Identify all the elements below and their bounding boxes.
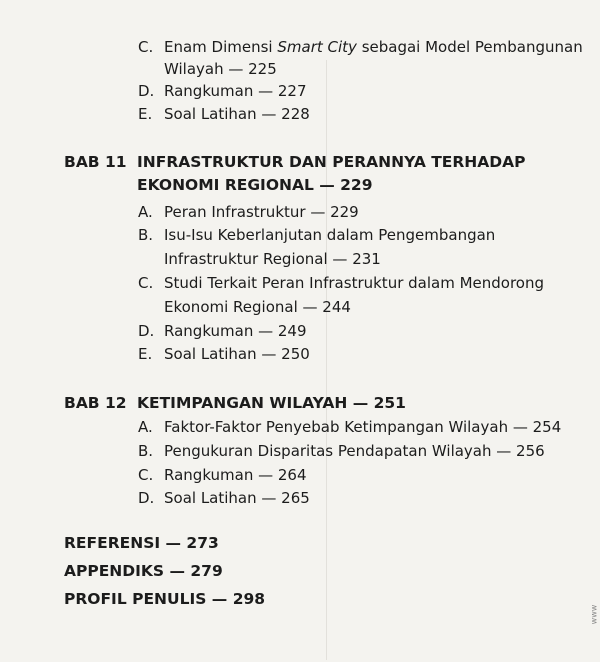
chapter-title: INFRASTRUKTUR DAN PERANNYA TERHADAP <box>137 153 526 171</box>
chapter-title: KETIMPANGAN WILAYAH — 251 <box>137 394 406 412</box>
toc-entry-rangkuman: Rangkuman — 227 <box>164 82 307 100</box>
toc-entry: Rangkuman — 264 <box>164 466 307 484</box>
referensi-entry: REFERENSI — 273 <box>64 534 219 552</box>
toc-letter: E. <box>138 105 153 123</box>
toc-entry: Rangkuman — 249 <box>164 322 307 340</box>
toc-letter: D. <box>138 82 155 100</box>
chapter-number: BAB 12 <box>64 394 127 412</box>
toc-entry-soal-latihan: Soal Latihan — 228 <box>164 105 310 123</box>
toc-text-italic: Smart City <box>277 38 357 56</box>
toc-entry: Faktor-Faktor Penyebab Ketimpangan Wilayah — 254 <box>164 418 562 436</box>
chapter-number: BAB 11 <box>64 153 127 171</box>
toc-entry-continuation: Ekonomi Regional — 244 <box>164 298 351 316</box>
toc-letter: E. <box>138 345 153 363</box>
profil-penulis-entry: PROFIL PENULIS — 298 <box>64 590 266 608</box>
toc-entry: Soal Latihan — 250 <box>164 345 310 363</box>
toc-entry-continuation: Infrastruktur Regional — 231 <box>164 250 381 268</box>
toc-entry: Isu-Isu Keberlanjutan dalam Pengembangan <box>164 226 496 244</box>
toc-entry-smart-city <box>164 37 583 57</box>
toc-letter: C. <box>138 274 154 292</box>
toc-letter: A. <box>138 203 153 221</box>
toc-entry: Peran Infrastruktur — 229 <box>164 203 359 221</box>
toc-entry: Studi Terkait Peran Infrastruktur dalam Mendorong <box>164 274 545 292</box>
toc-letter: B. <box>138 226 154 244</box>
toc-entry-continuation: Wilayah — 225 <box>164 60 277 78</box>
toc-text: Enam Dimensi <box>164 38 278 56</box>
toc-letter: C. <box>138 466 154 484</box>
chapter-title-continuation: EKONOMI REGIONAL — 229 <box>137 176 373 194</box>
toc-text: sebagai Model Pembangunan <box>356 38 583 56</box>
toc-entry: Soal Latihan — 265 <box>164 489 310 507</box>
toc-letter: C. <box>138 38 154 56</box>
page-fold-shadow <box>326 60 327 660</box>
toc-entry: Pengukuran Disparitas Pendapatan Wilayah — 256 <box>164 442 545 460</box>
toc-letter: B. <box>138 442 154 460</box>
toc-letter: D. <box>138 489 155 507</box>
toc-letter: A. <box>138 418 153 436</box>
appendiks-entry: APPENDIKS — 279 <box>64 562 223 580</box>
toc-letter: D. <box>138 322 155 340</box>
scan-watermark: www <box>589 604 599 625</box>
